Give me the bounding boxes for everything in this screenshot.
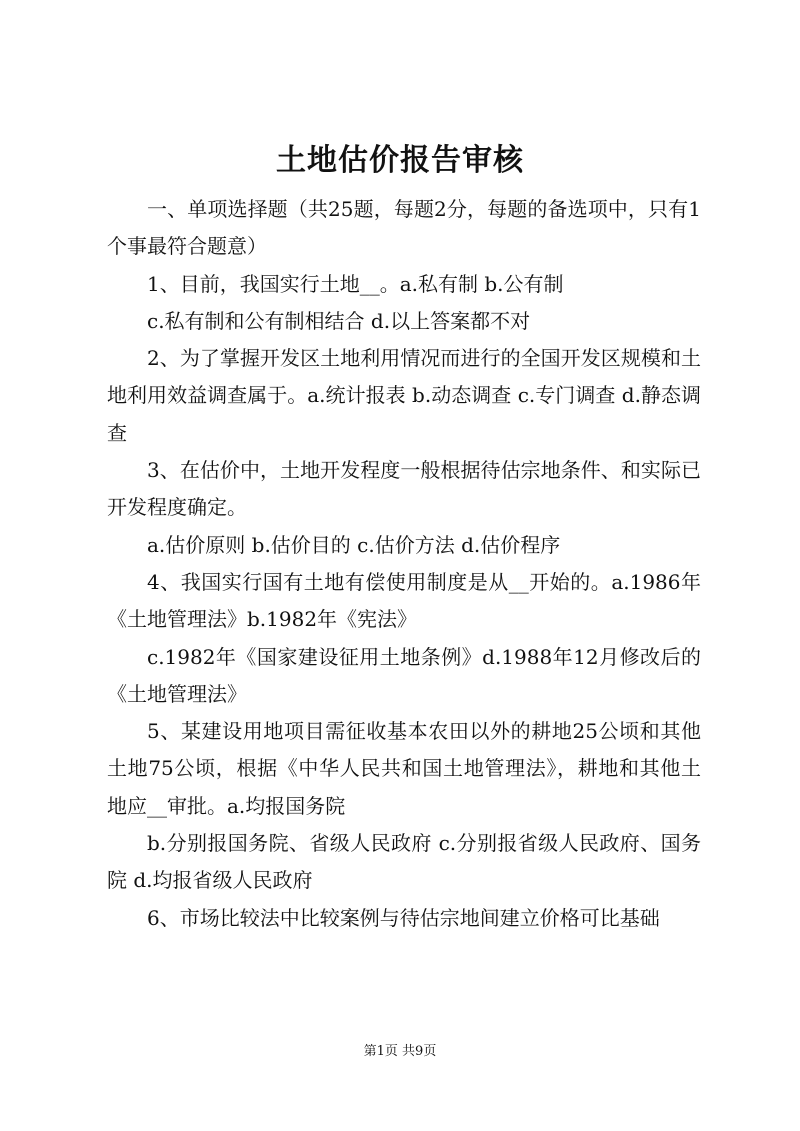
question-1: 1、目前，我国实行土地__。a.私有制 b.公有制 bbox=[147, 271, 564, 296]
page-title: 土地估价报告审核 bbox=[276, 143, 524, 178]
section-heading: 一、单项选择题（共25题，每题2分，每题的备选项中，只有1个事最符合题意） bbox=[107, 197, 701, 259]
question-4-options: c.1982年《国家建设征用土地条例》d.1988年12月修改后的《土地管理法》 bbox=[107, 644, 701, 706]
question-1-options: c.私有制和公有制相结合 d.以上答案都不对 bbox=[147, 308, 531, 333]
question-5: 5、某建设用地项目需征收基本农田以外的耕地25公顷和其他土地75公顷，根据《中华人民共和国土地管理法》，耕地和其他土地应__审批。a.均报国务院 bbox=[107, 719, 701, 818]
question-6: 6、市场比较法中比较案例与待估宗地间建立价格可比基础 bbox=[147, 905, 660, 930]
page-number: 第1页 共9页 bbox=[363, 1044, 437, 1059]
question-5-options: b.分别报国务院、省级人民政府 c.分别报省级人民政府、国务院 d.均报省级人民政府 bbox=[107, 831, 701, 893]
document-body bbox=[107, 191, 701, 937]
question-2: 2、为了掌握开发区土地利用情况而进行的全国开发区规模和土地利用效益调查属于。a.统计报表 b.动态调查 c.专门调查 d.静态调查 bbox=[107, 346, 701, 445]
question-3: 3、在估价中，土地开发程度一般根据待估宗地条件、和实际已开发程度确定。 bbox=[107, 458, 701, 520]
question-3-options: a.估价原则 b.估价目的 c.估价方法 d.估价程序 bbox=[147, 532, 561, 557]
question-4: 4、我国实行国有土地有偿使用制度是从__开始的。a.1986年《土地管理法》b.1982年《宪法》 bbox=[107, 569, 701, 632]
